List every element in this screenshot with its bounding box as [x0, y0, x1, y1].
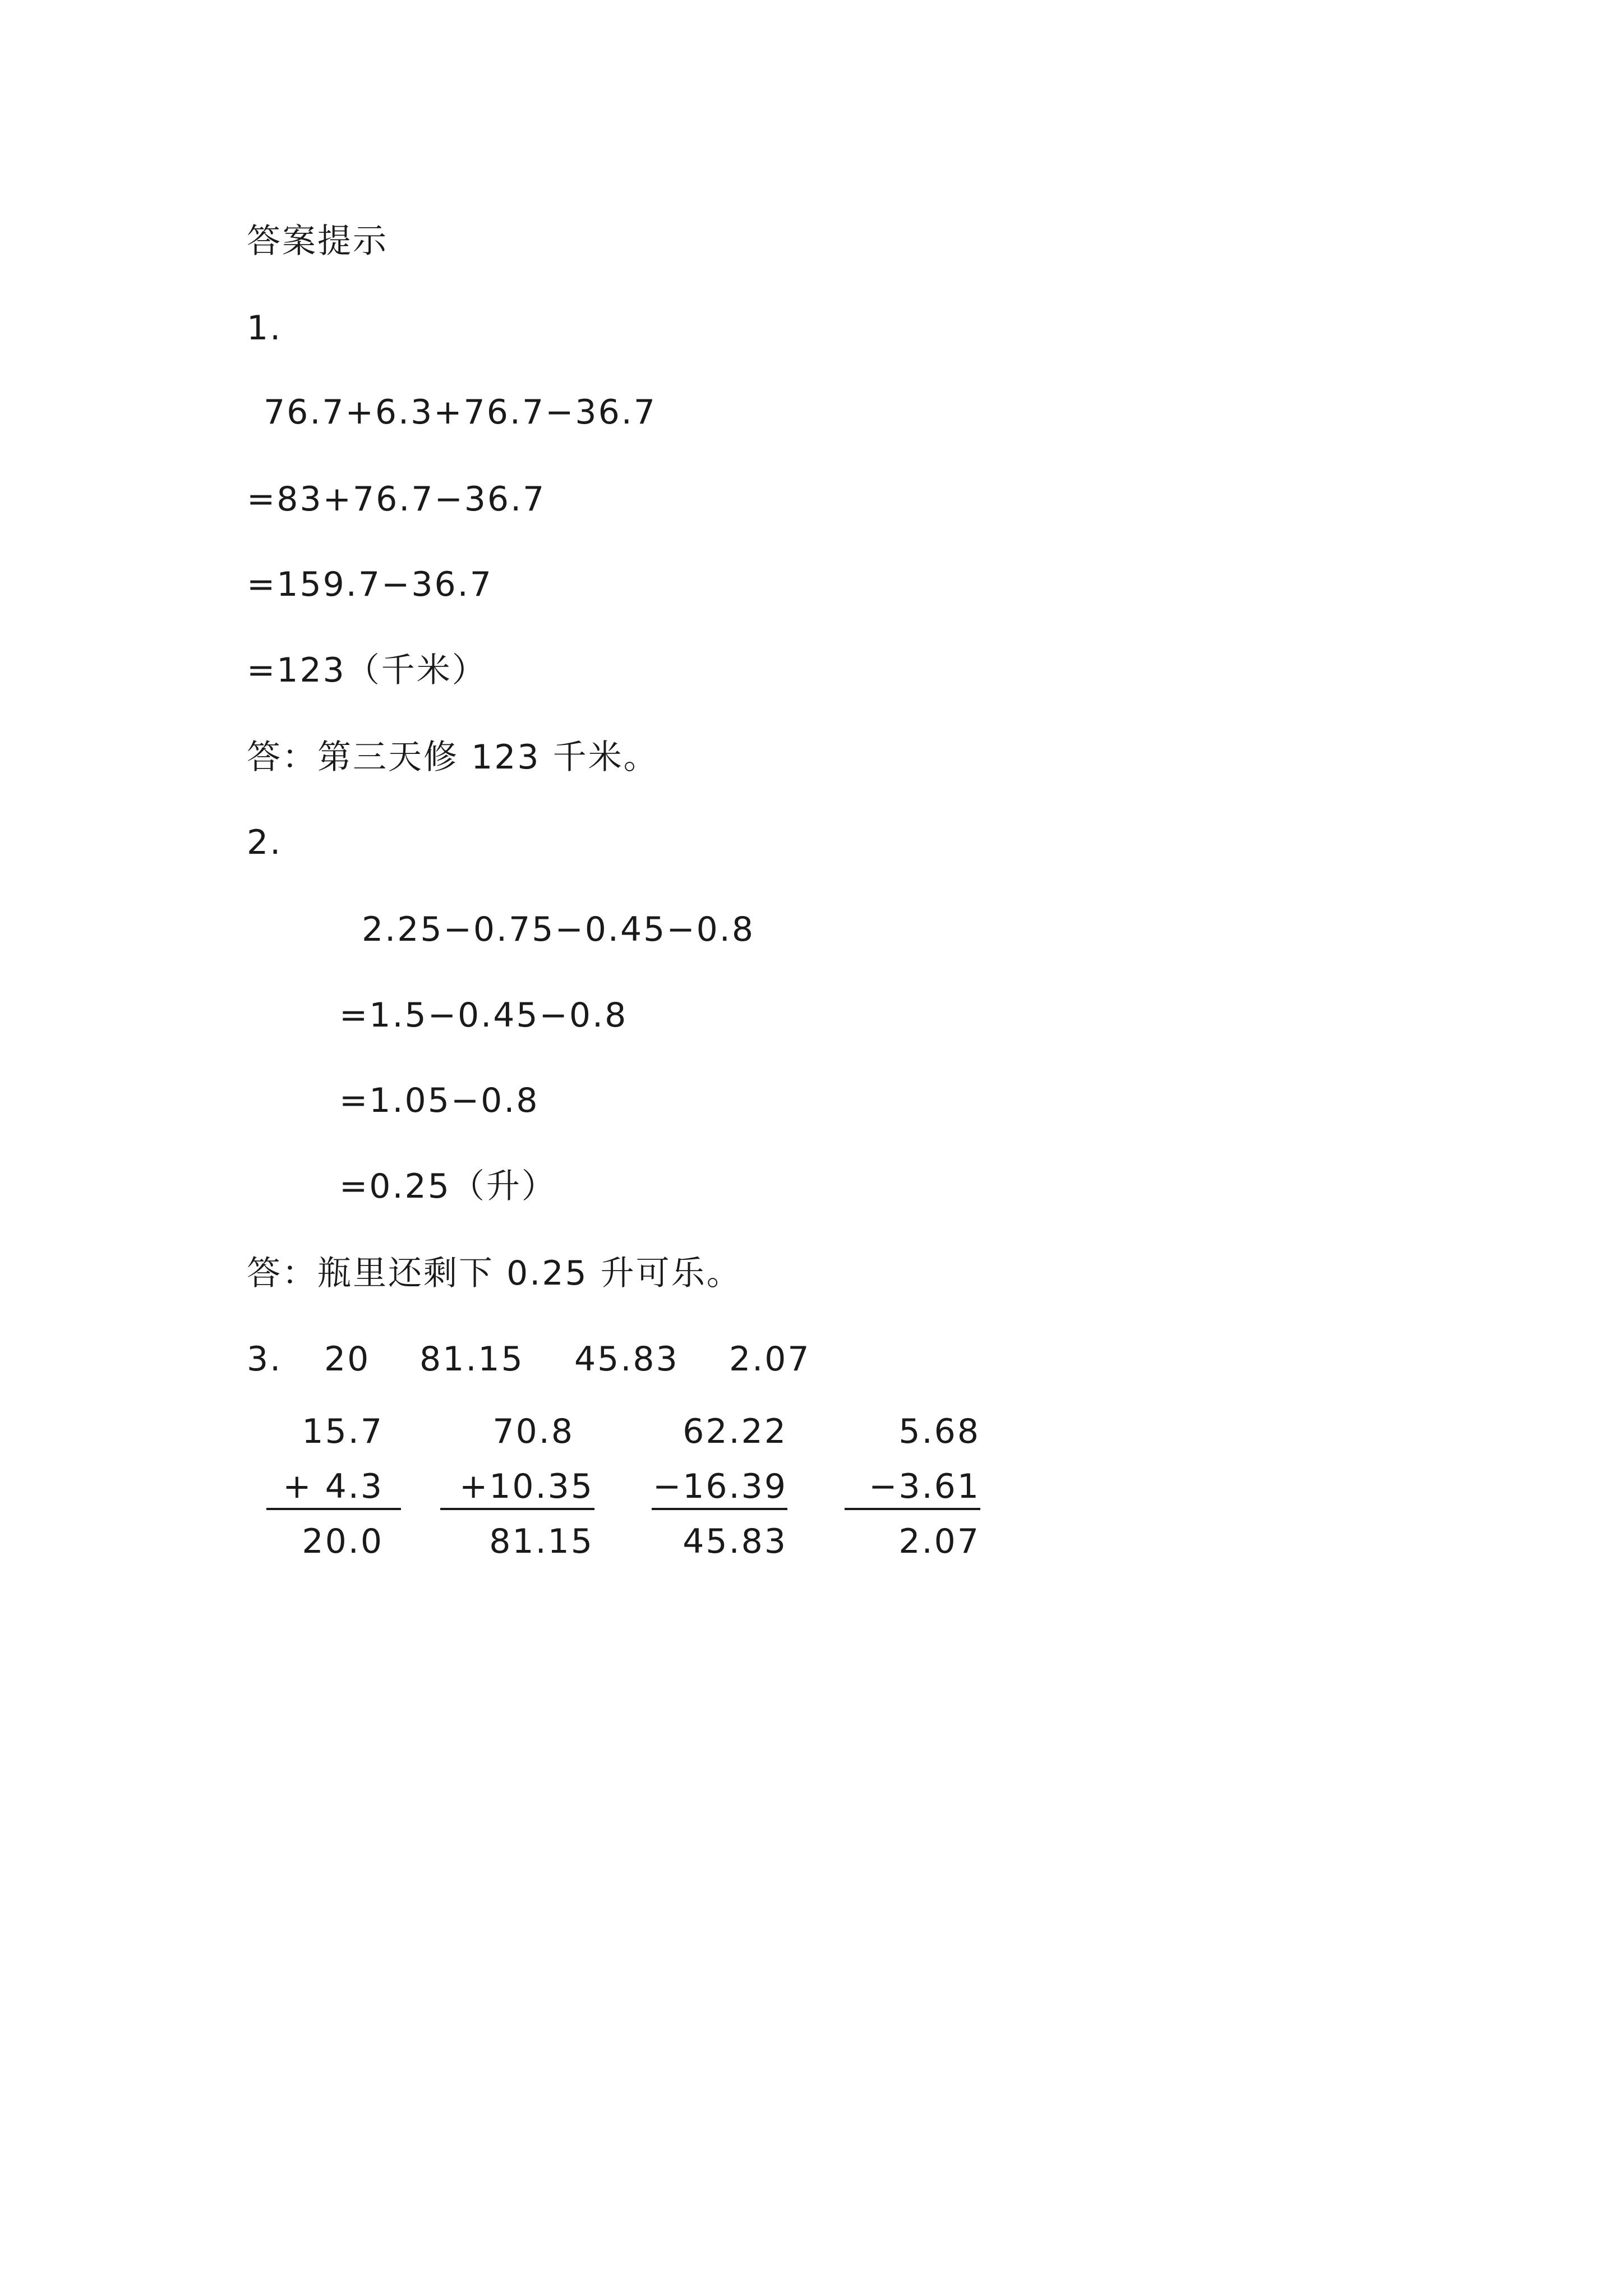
q3-result-3: 45.83	[574, 1340, 679, 1379]
calc2-result: 81.15	[489, 1522, 594, 1561]
q3-result-1: 20	[324, 1340, 371, 1379]
calc2-second: +10.35	[459, 1467, 594, 1506]
page-heading: 答案提示	[247, 222, 388, 261]
q1-step-4: =123（千米）	[247, 651, 487, 690]
calc4-result: 2.07	[898, 1522, 980, 1561]
q2-step-2: =1.5−0.45−0.8	[339, 996, 628, 1035]
q2-step-4: =0.25（升）	[339, 1167, 557, 1206]
calc3-second: −16.39	[652, 1467, 787, 1506]
calc1-second: + 4.3	[283, 1467, 384, 1506]
calc1-rule	[266, 1508, 401, 1510]
q1-number: 1.	[247, 309, 283, 348]
q1-step-2: =83+76.7−36.7	[247, 480, 546, 519]
calc4-top: 5.68	[898, 1412, 980, 1451]
calc3-top: 62.22	[683, 1412, 787, 1451]
calc4-rule	[845, 1508, 980, 1510]
q3-result-2: 81.15	[419, 1340, 524, 1379]
q3-result-4: 2.07	[729, 1340, 811, 1379]
q2-step-3: =1.05−0.8	[339, 1081, 540, 1120]
q1-step-3: =159.7−36.7	[247, 565, 493, 604]
calc1-result: 20.0	[302, 1522, 384, 1561]
q3-number: 3.	[247, 1340, 283, 1379]
calc3-result: 45.83	[683, 1522, 787, 1561]
calc4-second: −3.61	[869, 1467, 980, 1506]
calc2-rule	[440, 1508, 594, 1510]
calc2-top: 70.8	[492, 1412, 574, 1451]
q1-step-1: 76.7+6.3+76.7−36.7	[264, 393, 657, 432]
q2-number: 2.	[247, 823, 283, 862]
q1-answer: 答：第三天修 123 千米。	[247, 738, 659, 777]
q2-step-1: 2.25−0.75−0.45−0.8	[362, 910, 755, 949]
q2-answer: 答：瓶里还剩下 0.25 升可乐。	[247, 1254, 742, 1293]
calc3-rule	[652, 1508, 787, 1510]
calc1-top: 15.7	[302, 1412, 384, 1451]
